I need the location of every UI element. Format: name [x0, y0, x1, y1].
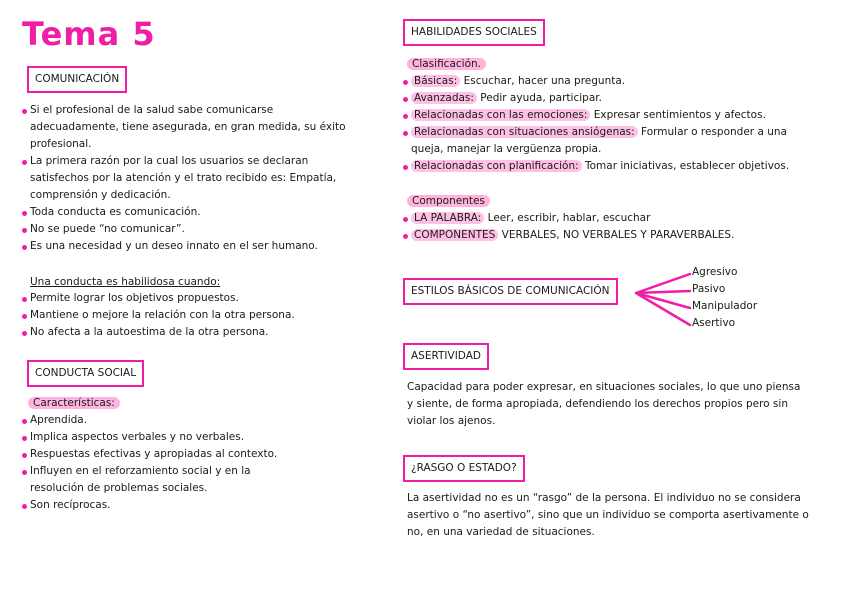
list-item: Es una necesidad y un deseo innato en el ser humano. [22, 238, 362, 255]
list-item: Básicas: Escuchar, hacer una pregunta. [403, 73, 823, 90]
comunicacion-list [22, 102, 362, 255]
estilos-heading: ESTILOS BÁSICOS DE COMUNICACIÓN [403, 278, 618, 305]
rasgo-heading: ¿RASGO O ESTADO? [403, 455, 525, 482]
asertividad-heading: ASERTIVIDAD [403, 343, 489, 370]
list-item: LA PALABRA: Leer, escribir, hablar, escuchar [403, 210, 823, 227]
list-item: Toda conducta es comunicación. [22, 204, 362, 221]
list-item: Relacionadas con situaciones ansiógenas: Formular o responder a una queja, manejar la vergüenza propia. [403, 124, 823, 158]
componentes-label: Componentes [407, 193, 490, 210]
estilo-agresivo: Agresivo [692, 266, 738, 278]
caracteristicas-label: Características: [28, 395, 120, 412]
list-item: Aprendida. [22, 412, 322, 429]
list-item: Si el profesional de la salud sabe comunicarse adecuadamente, tiene asegurada, en gran medida, su éxito profesional. [22, 102, 362, 153]
list-item: Permite lograr los objetivos propuestos. [22, 290, 362, 307]
list-item: La primera razón por la cual los usuarios se declaran satisfechos por la atención y el trato recibido es: Empatía, comprensión y dedicación. [22, 153, 362, 204]
list-item: COMPONENTES VERBALES, NO VERBALES Y PARAVERBALES. [403, 227, 823, 244]
clasificacion-list [403, 73, 823, 175]
list-item: No afecta a la autoestima de la otra persona. [22, 324, 362, 341]
asertividad-text: Capacidad para poder expresar, en situaciones sociales, lo que uno piensa y siente, de forma apropiada, defendiendo los derechos propios pero sin violar los ajenos. [407, 381, 801, 427]
habilidosa-title: Una conducta es habilidosa cuando: [30, 276, 221, 288]
list-item: Mantiene o mejore la relación con la otra persona. [22, 307, 362, 324]
componentes-list [403, 210, 823, 244]
list-item: Avanzadas: Pedir ayuda, participar. [403, 90, 823, 107]
list-item: Son recíprocas. [22, 497, 322, 514]
comunicacion-heading: COMUNICACIÓN [27, 66, 127, 93]
estilo-asertivo: Asertivo [692, 317, 736, 329]
estilo-manipulador: Manipulador [692, 300, 758, 312]
estilo-pasivo: Pasivo [692, 283, 726, 295]
caracteristicas-list [22, 412, 322, 514]
habilidosa-list [22, 290, 362, 341]
habilidades-heading: HABILIDADES SOCIALES [403, 19, 545, 46]
list-item: Implica aspectos verbales y no verbales. [22, 429, 322, 446]
estilos-bracket [630, 262, 700, 332]
conducta-heading: CONDUCTA SOCIAL [27, 360, 144, 387]
clasificacion-label: Clasificación. [407, 56, 486, 73]
list-item: Respuestas efectivas y apropiadas al contexto. [22, 446, 322, 463]
list-item: Relacionadas con planificación: Tomar iniciativas, establecer objetivos. [403, 158, 823, 175]
rasgo-text: La asertividad no es un “rasgo” de la persona. El individuo no se considera asertivo o “no asertivo”, sino que un individuo se comporta asertivamente o no, en una variedad de situaciones. [407, 492, 809, 538]
list-item: Influyen en el reforzamiento social y en la resolución de problemas sociales. [22, 463, 322, 497]
page-title: Tema 5 [22, 15, 156, 53]
list-item: Relacionadas con las emociones: Expresar sentimientos y afectos. [403, 107, 823, 124]
list-item: No se puede “no comunicar”. [22, 221, 362, 238]
